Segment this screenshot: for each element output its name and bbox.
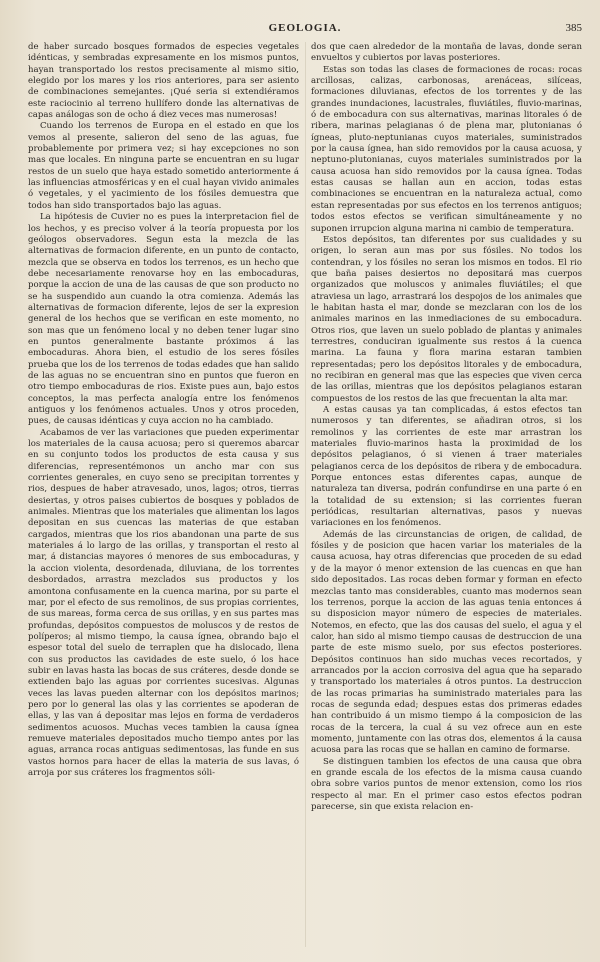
column-divider [305,42,306,947]
paragraph: La hipótesis de Cuvier no es pues la interpretacion fiel de los hechos, y es preciso volver á la teoría propuesta por los geólogos observadores. Segun esta la mezcla de las alternativas de formacion diferente, en un punto de contacto, mezcla que se observa en todos los terrenos, es un hecho que debe necesariamente renovarse hoy en las embocaduras, porque la accion de una de las causas de que son producto no se ha suspendido aun cuando la otra comienza. Además las alternativas de formacion diferente, lejos de ser la expresion general de los hechos que se verifican en este momento, no son mas que un fenómeno local y no deben tener lugar sino en puntos generalmente bastante próximos á las embocaduras. Ahora bien, el estudio de los seres fósiles prueba que los de los terrenos de todas edades que han salido de las aguas no se encuentran sino en puntos que fueron en otro tiempo embocaduras de rios. Existe pues aun, bajo estos conceptos, la mas perfecta analogía entre los fenómenos antiguos y los fenómenos actuales. Unos y otros proceden, pues, de causas idénticas y cuya accion no ha cambiado. [28,212,299,427]
paragraph: Se distinguen tambien los efectos de una causa que obra en grande escala de los efectos de la misma causa cuando obra sobre varios puntos de menor extension, como los rios respecto al mar. En el primer caso estos efectos podran parecerse, sin que exista relacion en- [311,756,582,813]
paragraph: Estas son todas las clases de formaciones de rocas: rocas arcillosas, calizas, carbonosas, arenáceas, silíceas, formaciones diluvianas, efectos de los torrentes y de las grandes inundaciones, lacustrales, fluviátiles, fluvio-marinas, ó de embocadura con sus alternativas, marinas litorales ó de ribera, marinas pelagianas ó de plena mar, plutonianas ó ígneas, pluto-neptunianas cuyos materiales, suministrados por la causa ígnea, han sido removidos por la causa acuosa, y neptuno-plutonianas, cuyos materiales suministrados por la causa acuosa han sido removidos por la causa ígnea. Todas estas causas se hallan aun en accion, todas estas combinaciones se encuentran en la naturaleza actual, como estan representadas por sus efectos en los terrenos antiguos; todos estos efectos se verifican simultáneamente y no suponen irrupcion alguna marina ni cambio de temperatura. [311,64,582,234]
paragraph: de haber surcado bosques formados de especies vegetales idénticas, y sembradas expresamente en los mismos puntos, hayan transportado los restos precisamente al mismo sitio, elegido por los mares y los rios anteriores, para ser asiento de combinaciones semejantes. ¡Qué seria si extendiéramos este raciocinio al terreno hullífero donde las alternativas de capas análogas son de ocho á diez veces mas numerosas! [28,42,299,121]
running-title: GEOLOGIA. [268,22,342,34]
paragraph: Cuando los terrenos de Europa en el estado en que los vemos al presente, salieron del seno de las aguas, fue probablemente por primera vez; si hay excepciones no son mas que locales. En ninguna parte se encuentran en su lugar restos de un suelo que haya estado sometido anteriormente á las influencias atmosféricas y en el cual hayan vivido animales ó vegetales, y el yacimiento de los fósiles demuestra que todos han sido transportados bajo las aguas. [28,121,299,211]
paragraph: Además de las circunstancias de origen, de calidad, de fósiles y de posicion que hacen variar los materiales de la causa acuosa, hay otras diferencias que proceden de su edad y de la mayor ó menor extension de las cuencas en que han sido depositados. Las rocas deben formar y forman en efecto mezclas tanto mas considerables, cuanto mas modernos sean los terrenos, porque la accion de las aguas tenia entonces á su disposicion mayor número de especies de materiales. Notemos, en efecto, que las dos causas del suelo, el agua y el calor, han sido al mismo tiempo causas de destruccion de una parte de este mismo suelo, por sus efectos posteriores. Depósitos continuos han sido muchas veces recortados, y arrancados por la accion corrosiva del agua que ha separado y transportado los materiales á otros puntos. La destruccion de las rocas primarias ha suministrado materiales para las rocas de segunda edad; despues estas dos primeras edades han contribuido á un mismo tiempo á la composicion de las rocas de la tercera, la cual á su vez ofrece aun en este momento, juntamente con las otras dos, elementos á la causa acuosa para las rocas que se hallan en camino de formarse. [311,529,582,756]
left-column [28,42,299,947]
text-columns [28,42,582,947]
paragraph: Estos depósitos, tan diferentes por sus cualidades y su origen, lo seran aun mas por sus fósiles. No todos los contendran, y los fósiles no seran los mismos en todos. El rio que baña paises desiertos no depositará mas cuerpos organizados que moluscos y animales fluviátiles; el que atraviesa un lago, arrastrará los despojos de los animales que le habitan hasta el mar, donde se mezclaran con los de los animales marinos en las inmediaciones de su embocadura. Otros rios, que laven un suelo poblado de plantas y animales terrestres, conduciran igualmente sus restos á la cuenca marina. La fauna y flora marina estaran tambien representadas; pero los depósitos litorales y de embocadura, no recibiran en general mas que las especies que viven cerca de las orillas, mientras que los depósitos pelagianos estaran compuestos de los restos de las que frecuentan la alta mar. [311,234,582,404]
paragraph: Acabamos de ver las variaciones que pueden experimentar los materiales de la causa acuosa; pero si queremos abarcar en su conjunto todos los productos de esta causa y sus diferencias, representémonos un ancho mar con sus corrientes generales, en cuyo seno se precipitan torrentes y rios, despues de haber atravesado, unos, lagos; otros, tierras desiertas, y otros paises cubiertos de bosques y poblados de animales. Mientras que los materiales que alimentan los lagos depositan en sus cuencas las materias de que estaban cargados, mientras que los rios abandonan una parte de sus materiales á lo largo de las orillas, y transportan el resto al mar, á distancias mayores ó menores de sus embocaduras, y la accion violenta, desordenada, diluviana, de los torrentes desbordados, arrastra mezclados sus productos y los amontona confusamente en la cuenca marina, por su parte el mar, por el efecto de sus remolinos, de sus propias corrientes, de sus mareas, forma cerca de sus orillas, y en sus partes mas profundas, depósitos compuestos de moluscos y de restos de políperos; al mismo tiempo, la causa ígnea, obrando bajo el espesor total del suelo de terraplen que ha dislocado, llena con sus productos las cavidades de este suelo, ó los hace subir en lavas hasta las bocas de sus cráteres, desde donde se extienden bajo las aguas por corrientes sucesivas. Algunas veces las lavas pueden alternar con los depósitos marinos; pero por lo general las olas y las corrientes se apoderan de ellas, y las van á depositar mas lejos en forma de verdaderos sedimentos acuosos. Muchas veces tambien la causa ígnea remueve materiales depositados mucho tiempo antes por las aguas, arranca rocas antiguas sedimentosas, las funde en sus vastos hornos para hacer de ellas la materia de sus lavas, ó arroja por sus cráteres los fragmentos sóli- [28,427,299,778]
right-column [311,42,582,947]
page-header [28,22,582,38]
page-number: 385 [565,22,582,34]
paragraph: dos que caen alrededor de la montaña de lavas, donde seran envueltos y cubiertos por lavas posteriores. [311,42,582,64]
paragraph: A estas causas ya tan complicadas, á estos efectos tan numerosos y tan diferentes, se añadiran otros, si los remolinos y las corrientes de este mar arrastran los materiales fluvio-marinos hasta la proximidad de los depósitos pelagianos, ó si vienen á traer materiales pelagianos cerca de los depósitos de ribera y de embocadura. Porque entonces estas diferentes capas, aunque de naturaleza tan diversa, podrán confundirse en una parte ó en la totalidad de su extension; si las corrientes fueran periódicas, resultarian alternativas, pasos y nuevas variaciones en los fenómenos. [311,405,582,529]
